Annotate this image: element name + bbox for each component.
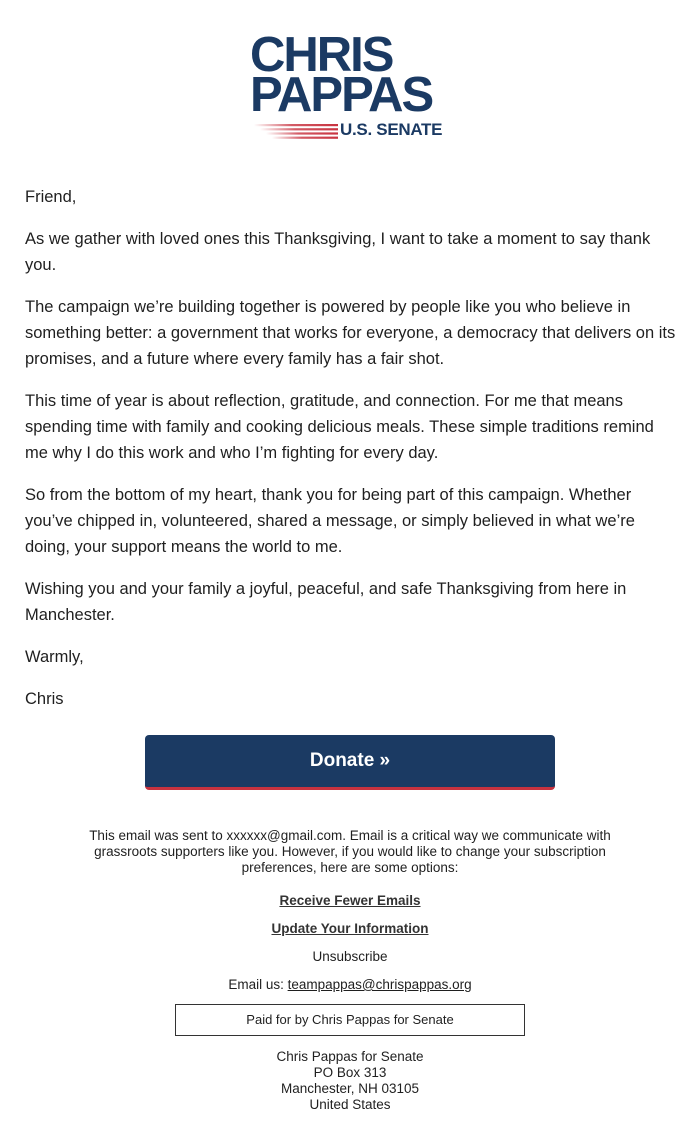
email-us-label: Email us: [228, 977, 284, 992]
update-information-link[interactable]: Update Your Information [271, 921, 429, 936]
letter-greeting: Friend, [25, 188, 77, 206]
letter-paragraph: Wishing you and your family a joyful, peaceful, and safe Thanksgiving from here in Manchester. [25, 580, 627, 624]
email-footer [60, 828, 640, 994]
contact-email-link[interactable]: teampappas@chrispappas.org [287, 977, 472, 992]
letter-signature: Chris [25, 690, 64, 708]
logo-subtitle: U.S. SENATE [340, 120, 443, 139]
letter-paragraph: So from the bottom of my heart, thank you for being part of this campaign. Whether you’ve chipped in, volunteered, shared a message, or simply believed in what we’re doing, your support means the world to me. [25, 486, 635, 556]
contact-email-line [60, 976, 640, 994]
letter-body [25, 184, 677, 728]
flag-stripes-icon [254, 124, 338, 139]
receive-fewer-emails-link[interactable]: Receive Fewer Emails [279, 893, 421, 908]
donate-button-container [145, 735, 555, 790]
letter-paragraph: This time of year is about reflection, gratitude, and connection. For me that means spending time with family and cooking delicious meals. These simple traditions remind me why I do this work and who I’m fighting for every day. [25, 392, 654, 462]
unsubscribe-link[interactable]: Unsubscribe [312, 949, 388, 964]
letter-closing: Warmly, [25, 648, 84, 666]
letter-paragraph: The campaign we’re building together is powered by people like you who believe in something better: a government that works for everyone, a democracy that delivers on its promises, and a future where every family has a fair shot. [25, 298, 676, 368]
address-po-box: PO Box 313 [313, 1065, 387, 1080]
address-city: Manchester, NH 03105 [280, 1081, 420, 1096]
subscription-notice: This email was sent to xxxxxx@gmail.com. Email is a critical way we communicate with grassroots supporters like you. However, if you would like to change your subscription preferences, here are some options: [89, 828, 611, 875]
mailing-address [150, 1049, 550, 1113]
logo-name-last: PAPPAS [250, 68, 433, 122]
address-country: United States [309, 1097, 391, 1112]
paid-for-disclaimer: Paid for by Chris Pappas for Senate [175, 1004, 525, 1036]
logo-name-first: CHRIS [250, 28, 393, 82]
donate-button[interactable]: Donate » [145, 735, 555, 790]
campaign-logo [250, 28, 450, 142]
letter-paragraph: As we gather with loved ones this Thanksgiving, I want to take a moment to say thank you. [25, 230, 651, 274]
address-org: Chris Pappas for Senate [276, 1049, 424, 1064]
